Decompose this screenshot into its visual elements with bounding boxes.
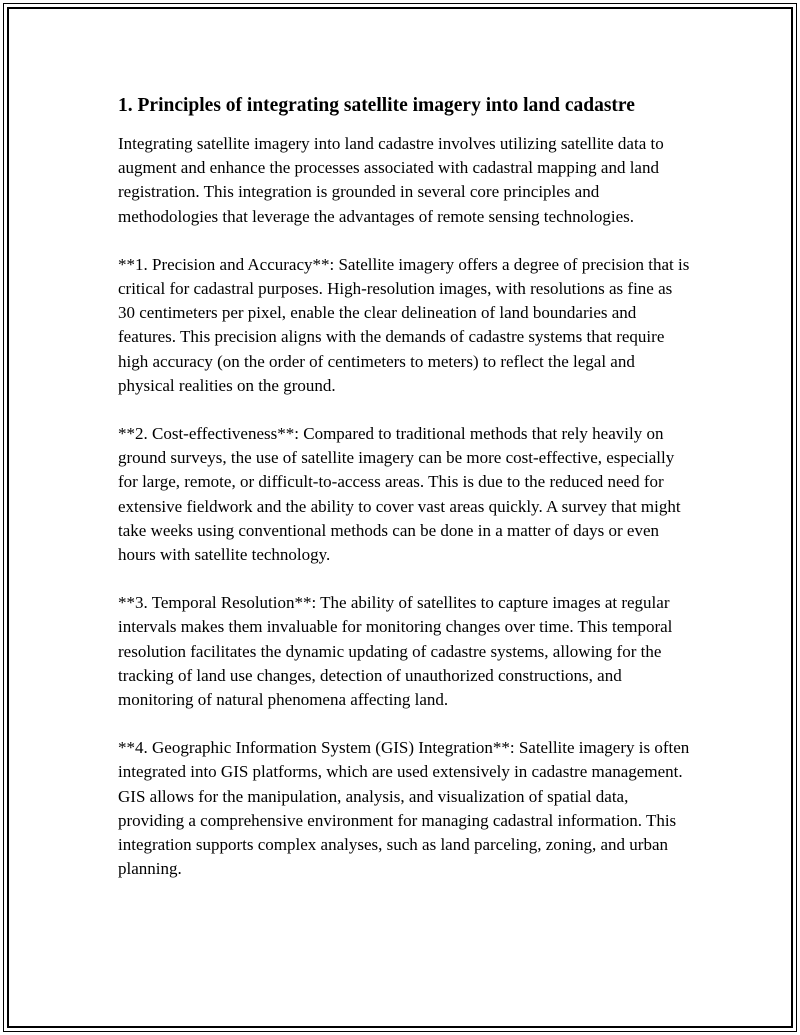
document-body <box>118 92 690 905</box>
principle-gis-paragraph: **4. Geographic Information System (GIS) Integration**: Satellite imagery is often integrated into GIS platforms, which are used extensively in cadastre management. GIS allows for the manipulation, analysis, and visualization of spatial data, providing a comprehensive environment for managing cadastral information. This integration supports complex analyses, such as land parceling, zoning, and urban planning. <box>118 738 690 879</box>
principle-temporal-paragraph: **3. Temporal Resolution**: The ability of satellites to capture images at regular intervals makes them invaluable for monitoring changes over time. This temporal resolution facilitates the dynamic updating of cadastre systems, allowing for the tracking of land use changes, detection of unauthorized constructions, and monitoring of natural phenomena affecting land. <box>118 593 673 710</box>
section-heading: 1. Principles of integrating satellite imagery into land cadastre <box>118 95 635 116</box>
intro-paragraph: Integrating satellite imagery into land cadastre involves utilizing satellite data to augment and enhance the processes associated with cadastral mapping and land registration. This integration is grounded in several core principles and methodologies that leverage the advantages of remote sensing technologies. <box>118 134 664 226</box>
principle-cost-paragraph: **2. Cost-effectiveness**: Compared to traditional methods that rely heavily on ground surveys, the use of satellite imagery can be more cost-effective, especially for large, remote, or difficult-to-access areas. This is due to the reduced need for extensive fieldwork and the ability to cover vast areas quickly. A survey that might take weeks using conventional methods can be done in a matter of days or even hours with satellite technology. <box>118 424 681 565</box>
principle-precision-paragraph: **1. Precision and Accuracy**: Satellite imagery offers a degree of precision that is critical for cadastral purposes. High-resolution images, with resolutions as fine as 30 centimeters per pixel, enable the clear delineation of land boundaries and features. This precision aligns with the demands of cadastre systems that require high accuracy (on the order of centimeters to meters) to reflect the legal and physical realities on the ground. <box>118 254 690 395</box>
